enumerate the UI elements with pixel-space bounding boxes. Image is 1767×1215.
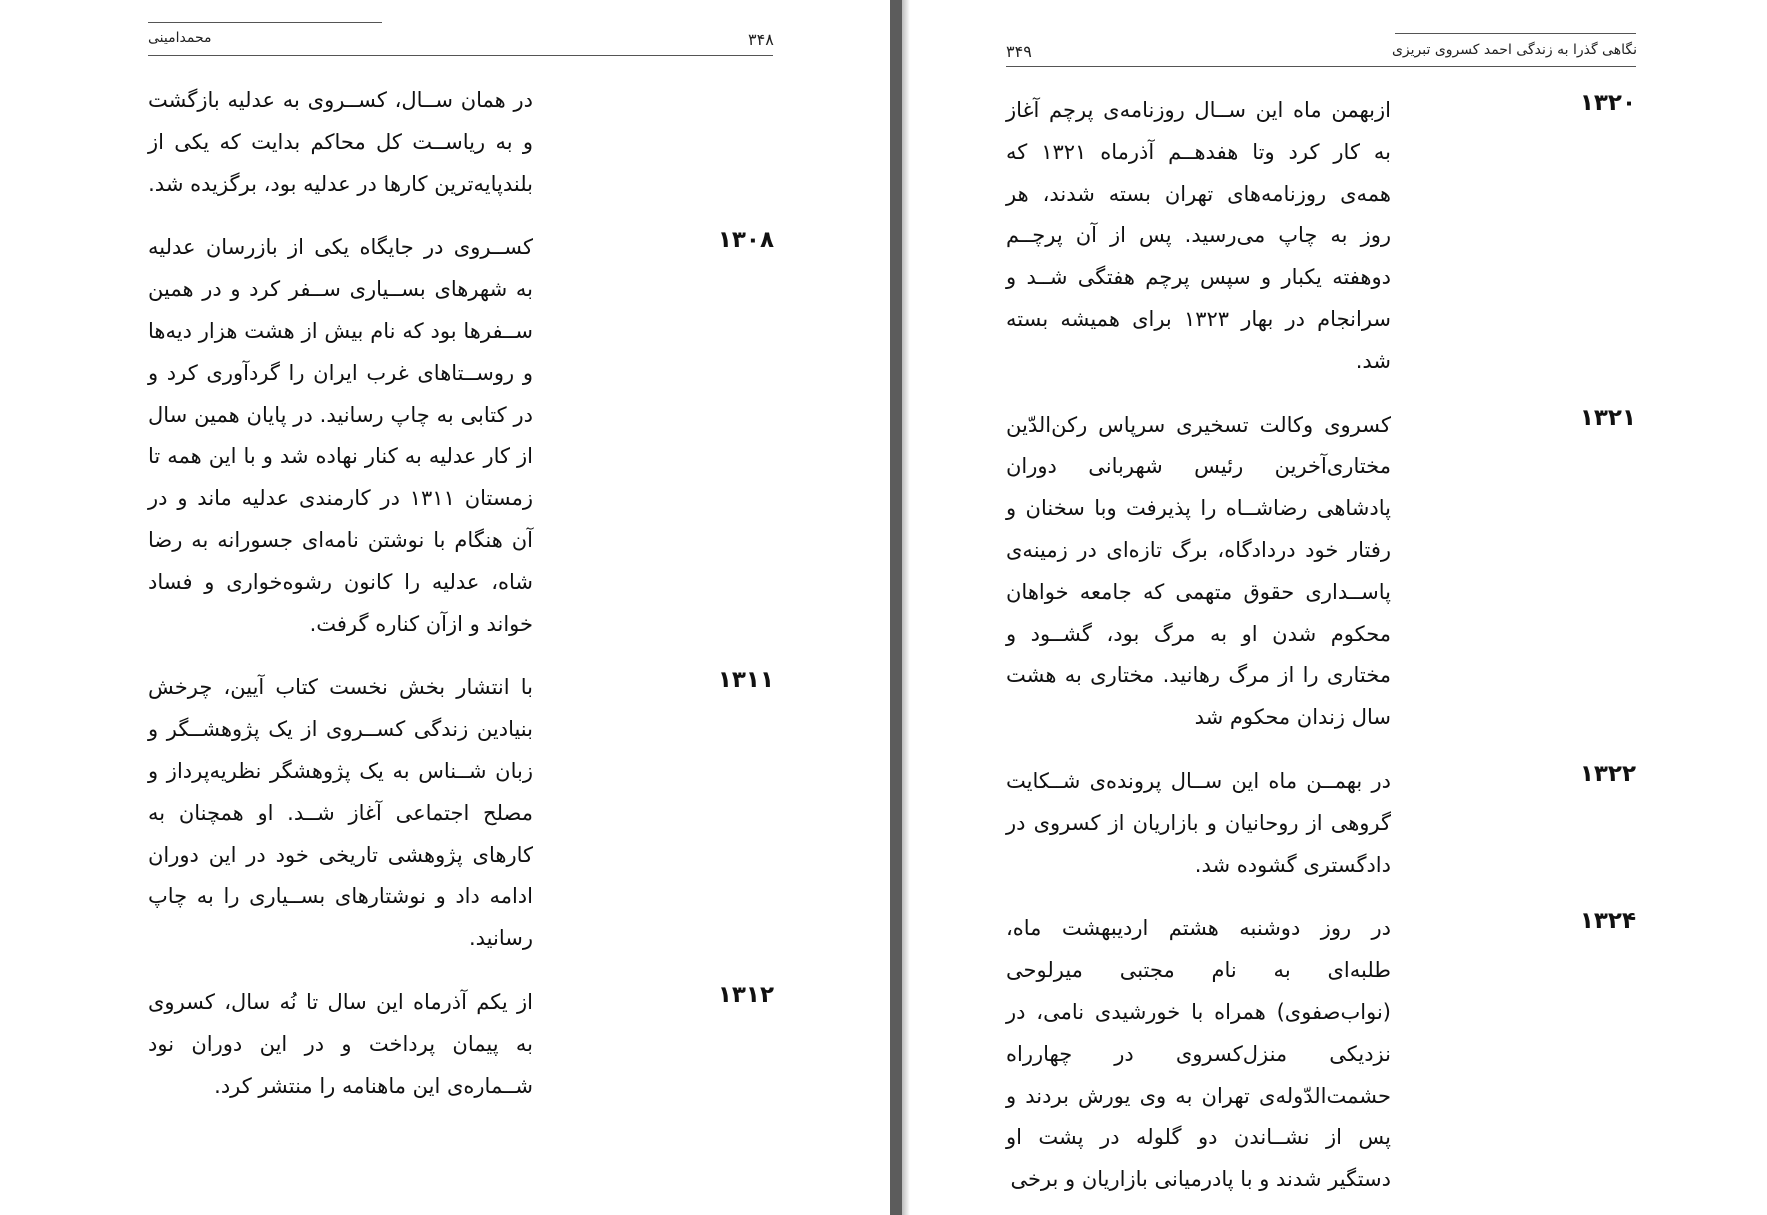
- entry: [1006, 90, 1636, 383]
- right-page: [910, 0, 1767, 1215]
- entry-text: کسروی وکالت تسخیری سرپاس رکن‌الدّین مختاری‌آخرین رئیس شهربانی دوران پادشاهی رضاشــاه را پذیرفت وبا سخنان و رفتار خود دردادگاه، برگ تازه‌ای در زمینه‌ی پاســداری حقوق متهمی که جامعه خواهان محکوم شدن او به مرگ بود، گشــود و مختاری را از مرگ رهانید. مختاری به هشت سال زندان محکوم شد: [1006, 412, 1391, 730]
- left-running-head: محمدامینی: [148, 30, 212, 46]
- entry-year: ۱۳۱۲: [717, 981, 774, 1008]
- entry: [148, 667, 773, 960]
- right-head-top-rule: [1395, 33, 1636, 34]
- entry: [148, 982, 773, 1107]
- left-head-bottom-rule: [148, 55, 773, 56]
- left-entries: [148, 80, 773, 1129]
- left-head-top-rule: [148, 22, 382, 23]
- gutter-shadow: [902, 0, 910, 1215]
- entry: [1006, 908, 1636, 1201]
- entry-year: ۱۳۲۴: [1579, 908, 1636, 935]
- entry: [1006, 761, 1636, 886]
- entry-text: کســروی در جایگاه یکی از بازرسان عدلیه به شهرهای بســیاری ســفر کرد و در همین ســفرها بود که نام بیش از هشت هزار دیه‌ها و روســتاهای غرب ایران را گردآوری کرد و در کتابی به چاپ رسانید. در پایان همین سال از کار عدلیه به کنار نهاده شد و با این همه تا زمستان ۱۳۱۱ در کارمندی عدلیه ماند و در آن هنگام با نوشتن نامه‌ای جسورانه به رضا شاه، عدلیه را کانون رشوه‌خواری و فساد خواند و ازآن کناره گرفت.: [148, 235, 533, 636]
- entry: [148, 80, 773, 205]
- entry: [148, 227, 773, 645]
- entry-year: ۱۳۲۲: [1579, 760, 1636, 787]
- entry-text: ازبهمن ماه این ســال روزنامه‌ی پرچم آغاز به کار کرد وتا هفدهــم آذرماه ۱۳۲۱ که همه‌ی روزنامه‌های تهران بسته شدند، هر روز به چاپ می‌رسید. پس از آن پرچــم دوهفته یکبار و سپس پرچم هفتگی شــد و سرانجام در بهار ۱۳۲۳ برای همیشه بسته شد.: [1006, 98, 1392, 373]
- entry-text: در بهمــن ماه این ســال پرونده‌ی شــکایت گروهی از روحانیان و بازاریان از کسروی در دادگستری گشوده شد.: [1006, 768, 1391, 877]
- right-entries: [1006, 90, 1636, 1215]
- right-page-number: ۳۴۹: [1006, 42, 1032, 61]
- entry-text: با انتشار بخش نخست کتاب آیین، چرخش بنیادین زندگی کســروی از یک پژوهشــگر و زبان شــناس به یک پژوهشگر نظریه‌پرداز و مصلح اجتماعی آغاز شــد. او همچنان به کارهای پژوهشی تاریخی خود در این دوران ادامه داد و نوشتارهای بســیاری را به چاپ رسانید.: [148, 675, 533, 951]
- entry-year: ۱۳۲۱: [1579, 404, 1636, 431]
- entry-text: از یکم آذرماه این سال تا نُه سال، کسروی به پیمان پرداخت و در این دوران نود شــماره‌ی این ماهنامه را منتشر کرد.: [148, 989, 533, 1098]
- entry-year: ۱۳۲۰: [1579, 90, 1636, 116]
- book-gutter: [890, 0, 902, 1215]
- right-running-head: نگاهی گذرا به زندگی احمد کسروی تبریزی: [1391, 42, 1637, 58]
- entry-year: ۱۳۱۱: [717, 667, 774, 694]
- right-head-bottom-rule: [1006, 66, 1636, 67]
- entry-text: در همان ســال، کســروی به عدلیه بازگشت و به ریاســت کل محاکم بدایت که یکی از بلندپایه‌ترین کارها در عدلیه بود، برگزیده شد.: [148, 88, 533, 196]
- left-page-number: ۳۴۸: [748, 30, 774, 49]
- entry-year: ۱۳۰۸: [717, 227, 774, 254]
- entry-text: در روز دوشنبه هشتم اردیبهشت ماه، طلبه‌ای به نام مجتبی میرلوحی (نواب‌صفوی) همراه با خورشیدی نامی، در نزدیکی منزل‌کسروی در چهارراه حشمت‌الدّوله‌ی تهران به وی یورش بردند و پس از نشــاندن دو گلوله در پشت او دستگیر شدند و با پادرمیانی بازاریان و برخی: [1006, 916, 1391, 1192]
- entry: [1006, 405, 1636, 739]
